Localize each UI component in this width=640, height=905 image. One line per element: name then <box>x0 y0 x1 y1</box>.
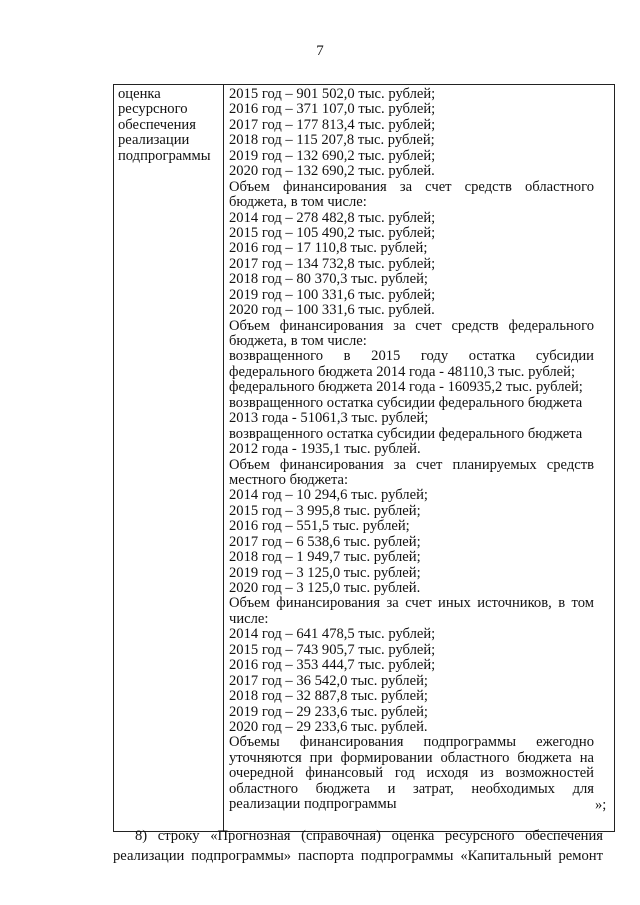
closing-quote: »; <box>595 797 607 813</box>
value-line: 2013 года - 51061,3 тыс. рублей; <box>229 411 429 427</box>
value-line: 2016 год – 353 444,7 тыс. рублей; <box>229 658 436 674</box>
row-label-line: ресурсного <box>118 102 188 118</box>
value-line: 2017 год – 177 813,4 тыс. рублей; <box>229 117 436 133</box>
value-line: 2016 год – 551,5 тыс. рублей; <box>229 519 410 535</box>
row-label-line: подпрограммы <box>118 148 211 164</box>
value-line: 2015 год – 901 502,0 тыс. рублей; <box>229 87 436 102</box>
value-line: 2016 год – 17 110,8 тыс. рублей; <box>229 241 428 257</box>
value-line: Объемы финансирования подпрограммы ежегодно <box>229 735 594 751</box>
paragraph-text: 8) строку «Прогнозная (справочная) оценка ресурсного обеспечения <box>135 828 603 844</box>
value-line: числе: <box>229 611 269 627</box>
paragraph-text: реализации подпрограммы» паспорта подпрограммы «Капитальный ремонт <box>113 848 603 864</box>
value-line: 2020 год – 3 125,0 тыс. рублей. <box>229 581 421 596</box>
value-line: 2017 год – 134 732,8 тыс. рублей; <box>229 256 436 272</box>
value-line: 2018 год – 115 207,8 тыс. рублей; <box>229 133 435 149</box>
value-line: 2014 год – 641 478,5 тыс. рублей; <box>229 627 436 643</box>
value-line: 2014 год – 278 482,8 тыс. рублей; <box>229 210 436 226</box>
page-number: 7 <box>316 43 324 59</box>
value-line: 2016 год – 371 107,0 тыс. рублей; <box>229 102 436 118</box>
value-line: 2017 год – 36 542,0 тыс. рублей; <box>229 673 428 689</box>
value-line: 2015 год – 105 490,2 тыс. рублей; <box>229 225 436 241</box>
value-line: 2018 год – 1 949,7 тыс. рублей; <box>229 550 421 566</box>
value-line: очередной финансовый год исходя из возможностей <box>229 766 594 782</box>
value-line: бюджета, в том числе: <box>229 334 367 349</box>
value-line: 2018 год – 32 887,8 тыс. рублей; <box>229 689 428 705</box>
paragraph-line <box>113 826 603 846</box>
paragraph-line <box>113 846 603 866</box>
value-line: местного бюджета: <box>229 472 349 488</box>
value-line: 2020 год – 132 690,2 тыс. рублей. <box>229 164 435 180</box>
value-line: 2012 года - 1935,1 тыс. рублей. <box>229 442 421 458</box>
row-label-line: обеспечения <box>118 117 196 133</box>
value-line: 2018 год – 80 370,3 тыс. рублей; <box>229 272 428 288</box>
value-line: 2017 год – 6 538,6 тыс. рублей; <box>229 534 421 550</box>
value-line: Объем финансирования за счет иных источников, в том <box>229 596 594 612</box>
value-line: 2019 год – 132 690,2 тыс. рублей; <box>229 148 436 164</box>
value-line: федерального бюджета 2014 года - 48110,3 тыс. рублей; <box>229 364 576 380</box>
value-line: Объем финансирования за счет средств федерального <box>229 318 594 334</box>
value-line: бюджета, в том числе: <box>229 195 367 211</box>
value-line: 2020 год – 100 331,6 тыс. рублей. <box>229 303 435 319</box>
passport-table <box>113 84 615 832</box>
value-line: 2019 год – 29 233,6 тыс. рублей; <box>229 704 428 720</box>
value-line: 2015 год – 3 995,8 тыс. рублей; <box>229 503 421 519</box>
value-line: областного бюджета и затрат, необходимых для <box>229 781 594 797</box>
value-line: реализации подпрограммы <box>229 797 397 813</box>
value-line: Объем финансирования за счет планируемых средств <box>229 457 594 473</box>
row-label-cell <box>114 85 224 832</box>
value-line: возвращенного в 2015 году остатка субсидии <box>229 349 594 365</box>
table-row <box>114 85 615 832</box>
value-line: 2015 год – 743 905,7 тыс. рублей; <box>229 642 436 658</box>
value-line: 2019 год – 3 125,0 тыс. рублей; <box>229 565 421 581</box>
value-line: уточняются при формировании областного бюджета на <box>229 750 594 766</box>
value-line: возвращенного остатка субсидии федерального бюджета <box>229 426 583 442</box>
row-label-line: реализации <box>118 133 190 149</box>
value-line: федерального бюджета 2014 года - 160935,2 тыс. рублей; <box>229 380 583 396</box>
value-line: 2020 год – 29 233,6 тыс. рублей. <box>229 719 428 735</box>
row-value-cell <box>224 85 615 832</box>
value-line: Объем финансирования за счет средств областного <box>229 179 594 195</box>
value-line: возвращенного остатка субсидии федерального бюджета <box>229 395 583 411</box>
row-label-line: оценка <box>118 87 161 102</box>
value-line: 2019 год – 100 331,6 тыс. рублей; <box>229 287 436 303</box>
value-line: 2014 год – 10 294,6 тыс. рублей; <box>229 488 428 504</box>
